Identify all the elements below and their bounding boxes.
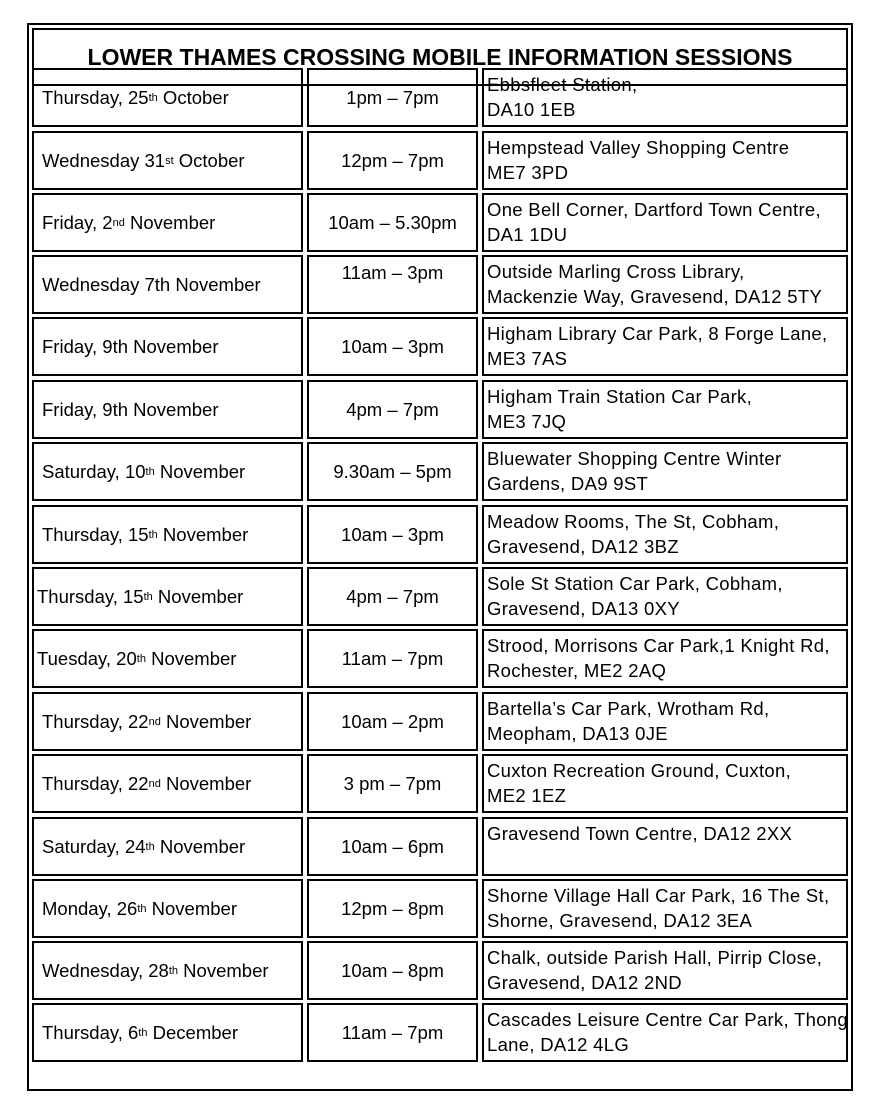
session-location	[482, 629, 848, 688]
location-line-2: Gardens, DA9 9ST	[487, 473, 649, 494]
location-line-1: Bluewater Shopping Centre Winter	[487, 448, 782, 469]
session-date: Thursday, 6 th December	[32, 1003, 303, 1062]
session-date: Monday, 26 th November	[32, 879, 303, 938]
table-row	[32, 317, 848, 376]
session-location	[482, 817, 848, 876]
session-location	[482, 1003, 848, 1062]
session-time: 12pm – 7pm	[307, 131, 478, 190]
session-time: 4pm – 7pm	[307, 567, 478, 626]
location-line-1: Hempstead Valley Shopping Centre	[487, 137, 790, 158]
session-month: December	[147, 1022, 238, 1043]
session-month: October	[173, 150, 245, 171]
session-month: November	[154, 836, 246, 857]
session-date-text: Thursday, 25	[42, 87, 149, 108]
session-date-text: Thursday, 15	[37, 586, 144, 607]
session-date: Friday, 2 nd November	[32, 193, 303, 252]
session-date-text: Saturday, 24	[42, 836, 146, 857]
table-row	[32, 754, 848, 813]
session-month: November	[178, 960, 269, 981]
session-date: Thursday, 22 nd November	[32, 754, 303, 813]
location-line-1: Cascades Leisure Centre Car Park, Thong	[487, 1009, 848, 1030]
session-date-text: Monday, 26	[42, 898, 138, 919]
location-line-1: Meadow Rooms, The St, Cobham,	[487, 511, 780, 532]
table-title: LOWER THAMES CROSSING MOBILE INFORMATION SESSIONS	[32, 28, 848, 86]
table-row	[32, 629, 848, 688]
location-line-2: Rochester, ME2 2AQ	[487, 660, 667, 681]
session-time: 1pm – 7pm	[307, 68, 478, 127]
location-line-1: One Bell Corner, Dartford Town Centre,	[487, 199, 821, 220]
session-date-text: Wednesday 31	[42, 150, 166, 171]
session-month: November	[124, 212, 216, 233]
table-row	[32, 692, 848, 751]
table-row	[32, 131, 848, 190]
location-line-2: Lane, DA12 4LG	[487, 1034, 630, 1055]
session-date-text: Friday, 9th November	[42, 336, 219, 357]
session-date	[32, 317, 303, 376]
session-month: October	[157, 87, 229, 108]
session-time: 9.30am – 5pm	[307, 442, 478, 501]
session-time: 10am – 5.30pm	[307, 193, 478, 252]
session-time: 11am – 7pm	[307, 1003, 478, 1062]
table-row	[32, 193, 848, 252]
location-line-2: Gravesend, DA12 3BZ	[487, 536, 679, 557]
session-date: Thursday, 15 th November	[32, 505, 303, 564]
session-time: 4pm – 7pm	[307, 380, 478, 439]
session-date-text: Thursday, 22	[42, 773, 149, 794]
session-location	[482, 68, 848, 127]
session-month: November	[157, 524, 249, 545]
session-date	[32, 255, 303, 314]
location-line-2: ME2 1EZ	[487, 785, 567, 806]
location-line-1: Higham Library Car Park, 8 Forge Lane,	[487, 323, 828, 344]
session-month: November	[160, 711, 252, 732]
session-date: Saturday, 24 th November	[32, 817, 303, 876]
table-row	[32, 380, 848, 439]
location-line-2: ME3 7JQ	[487, 411, 567, 432]
location-line-2: Mackenzie Way, Gravesend, DA12 5TY	[487, 286, 823, 307]
session-location	[482, 255, 848, 314]
session-date-text: Thursday, 22	[42, 711, 149, 732]
session-time: 10am – 6pm	[307, 817, 478, 876]
location-line-2: DA1 1DU	[487, 224, 568, 245]
table-row	[32, 879, 848, 938]
location-line-1: Outside Marling Cross Library,	[487, 261, 745, 282]
session-month: November	[152, 586, 244, 607]
session-location	[482, 505, 848, 564]
session-time: 10am – 8pm	[307, 941, 478, 1000]
session-date: Wednesday, 28 th November	[32, 941, 303, 1000]
session-location	[482, 131, 848, 190]
session-month: November	[145, 648, 237, 669]
location-line-2: ME3 7AS	[487, 348, 568, 369]
session-month: November	[160, 773, 252, 794]
location-line-1: Chalk, outside Parish Hall, Pirrip Close,	[487, 947, 823, 968]
session-location	[482, 193, 848, 252]
session-month: November	[154, 461, 246, 482]
session-time: 12pm – 8pm	[307, 879, 478, 938]
session-time: 3 pm – 7pm	[307, 754, 478, 813]
session-date: Thursday, 22 nd November	[32, 692, 303, 751]
session-date: Thursday, 25 th October	[32, 68, 303, 127]
session-location	[482, 754, 848, 813]
session-location	[482, 879, 848, 938]
session-time: 10am – 3pm	[307, 505, 478, 564]
location-line-2: Meopham, DA13 0JE	[487, 723, 668, 744]
table-row	[32, 505, 848, 564]
table-row	[32, 442, 848, 501]
session-date-text: Friday, 2	[42, 212, 113, 233]
location-line-1: Sole St Station Car Park, Cobham,	[487, 573, 783, 594]
sessions-table	[27, 23, 853, 1091]
session-date-text: Wednesday, 28	[42, 960, 169, 981]
table-row	[32, 1003, 848, 1062]
session-location	[482, 442, 848, 501]
location-line-2: Gravesend, DA12 2ND	[487, 972, 682, 993]
session-date: Tuesday, 20 th November	[32, 629, 303, 688]
session-time: 10am – 2pm	[307, 692, 478, 751]
location-line-1: Ebbsfleet Station,	[487, 74, 638, 95]
session-date-text: Saturday, 10	[42, 461, 146, 482]
session-date-text: Wednesday 7th November	[42, 274, 261, 295]
session-location	[482, 567, 848, 626]
table-row	[32, 941, 848, 1000]
location-line-1: Higham Train Station Car Park,	[487, 386, 753, 407]
table-row	[32, 567, 848, 626]
session-location	[482, 317, 848, 376]
session-time: 11am – 7pm	[307, 629, 478, 688]
session-date-text: Thursday, 6	[42, 1022, 139, 1043]
location-line-2: ME7 3PD	[487, 162, 569, 183]
session-location	[482, 692, 848, 751]
session-time: 11am – 3pm	[307, 255, 478, 314]
session-date: Saturday, 10 th November	[32, 442, 303, 501]
location-line-1: Shorne Village Hall Car Park, 16 The St,	[487, 885, 830, 906]
table-row	[32, 68, 848, 127]
table-row	[32, 817, 848, 876]
location-line-2: Gravesend, DA13 0XY	[487, 598, 680, 619]
session-date: Thursday, 15 th November	[32, 567, 303, 626]
session-location	[482, 941, 848, 1000]
session-date-text: Tuesday, 20	[37, 648, 137, 669]
location-line-1: Strood, Morrisons Car Park,1 Knight Rd,	[487, 635, 830, 656]
location-line-2: DA10 1EB	[487, 99, 576, 120]
table-row	[32, 255, 848, 314]
location-line-1: Gravesend Town Centre, DA12 2XX	[487, 823, 793, 844]
location-line-2: Shorne, Gravesend, DA12 3EA	[487, 910, 753, 931]
session-time: 10am – 3pm	[307, 317, 478, 376]
session-date-text: Thursday, 15	[42, 524, 149, 545]
session-date-text: Friday, 9th November	[42, 399, 219, 420]
session-date	[32, 380, 303, 439]
session-location	[482, 380, 848, 439]
location-line-1: Bartella’s Car Park, Wrotham Rd,	[487, 698, 770, 719]
session-month: November	[146, 898, 237, 919]
location-line-1: Cuxton Recreation Ground, Cuxton,	[487, 760, 792, 781]
session-date: Wednesday 31 st October	[32, 131, 303, 190]
